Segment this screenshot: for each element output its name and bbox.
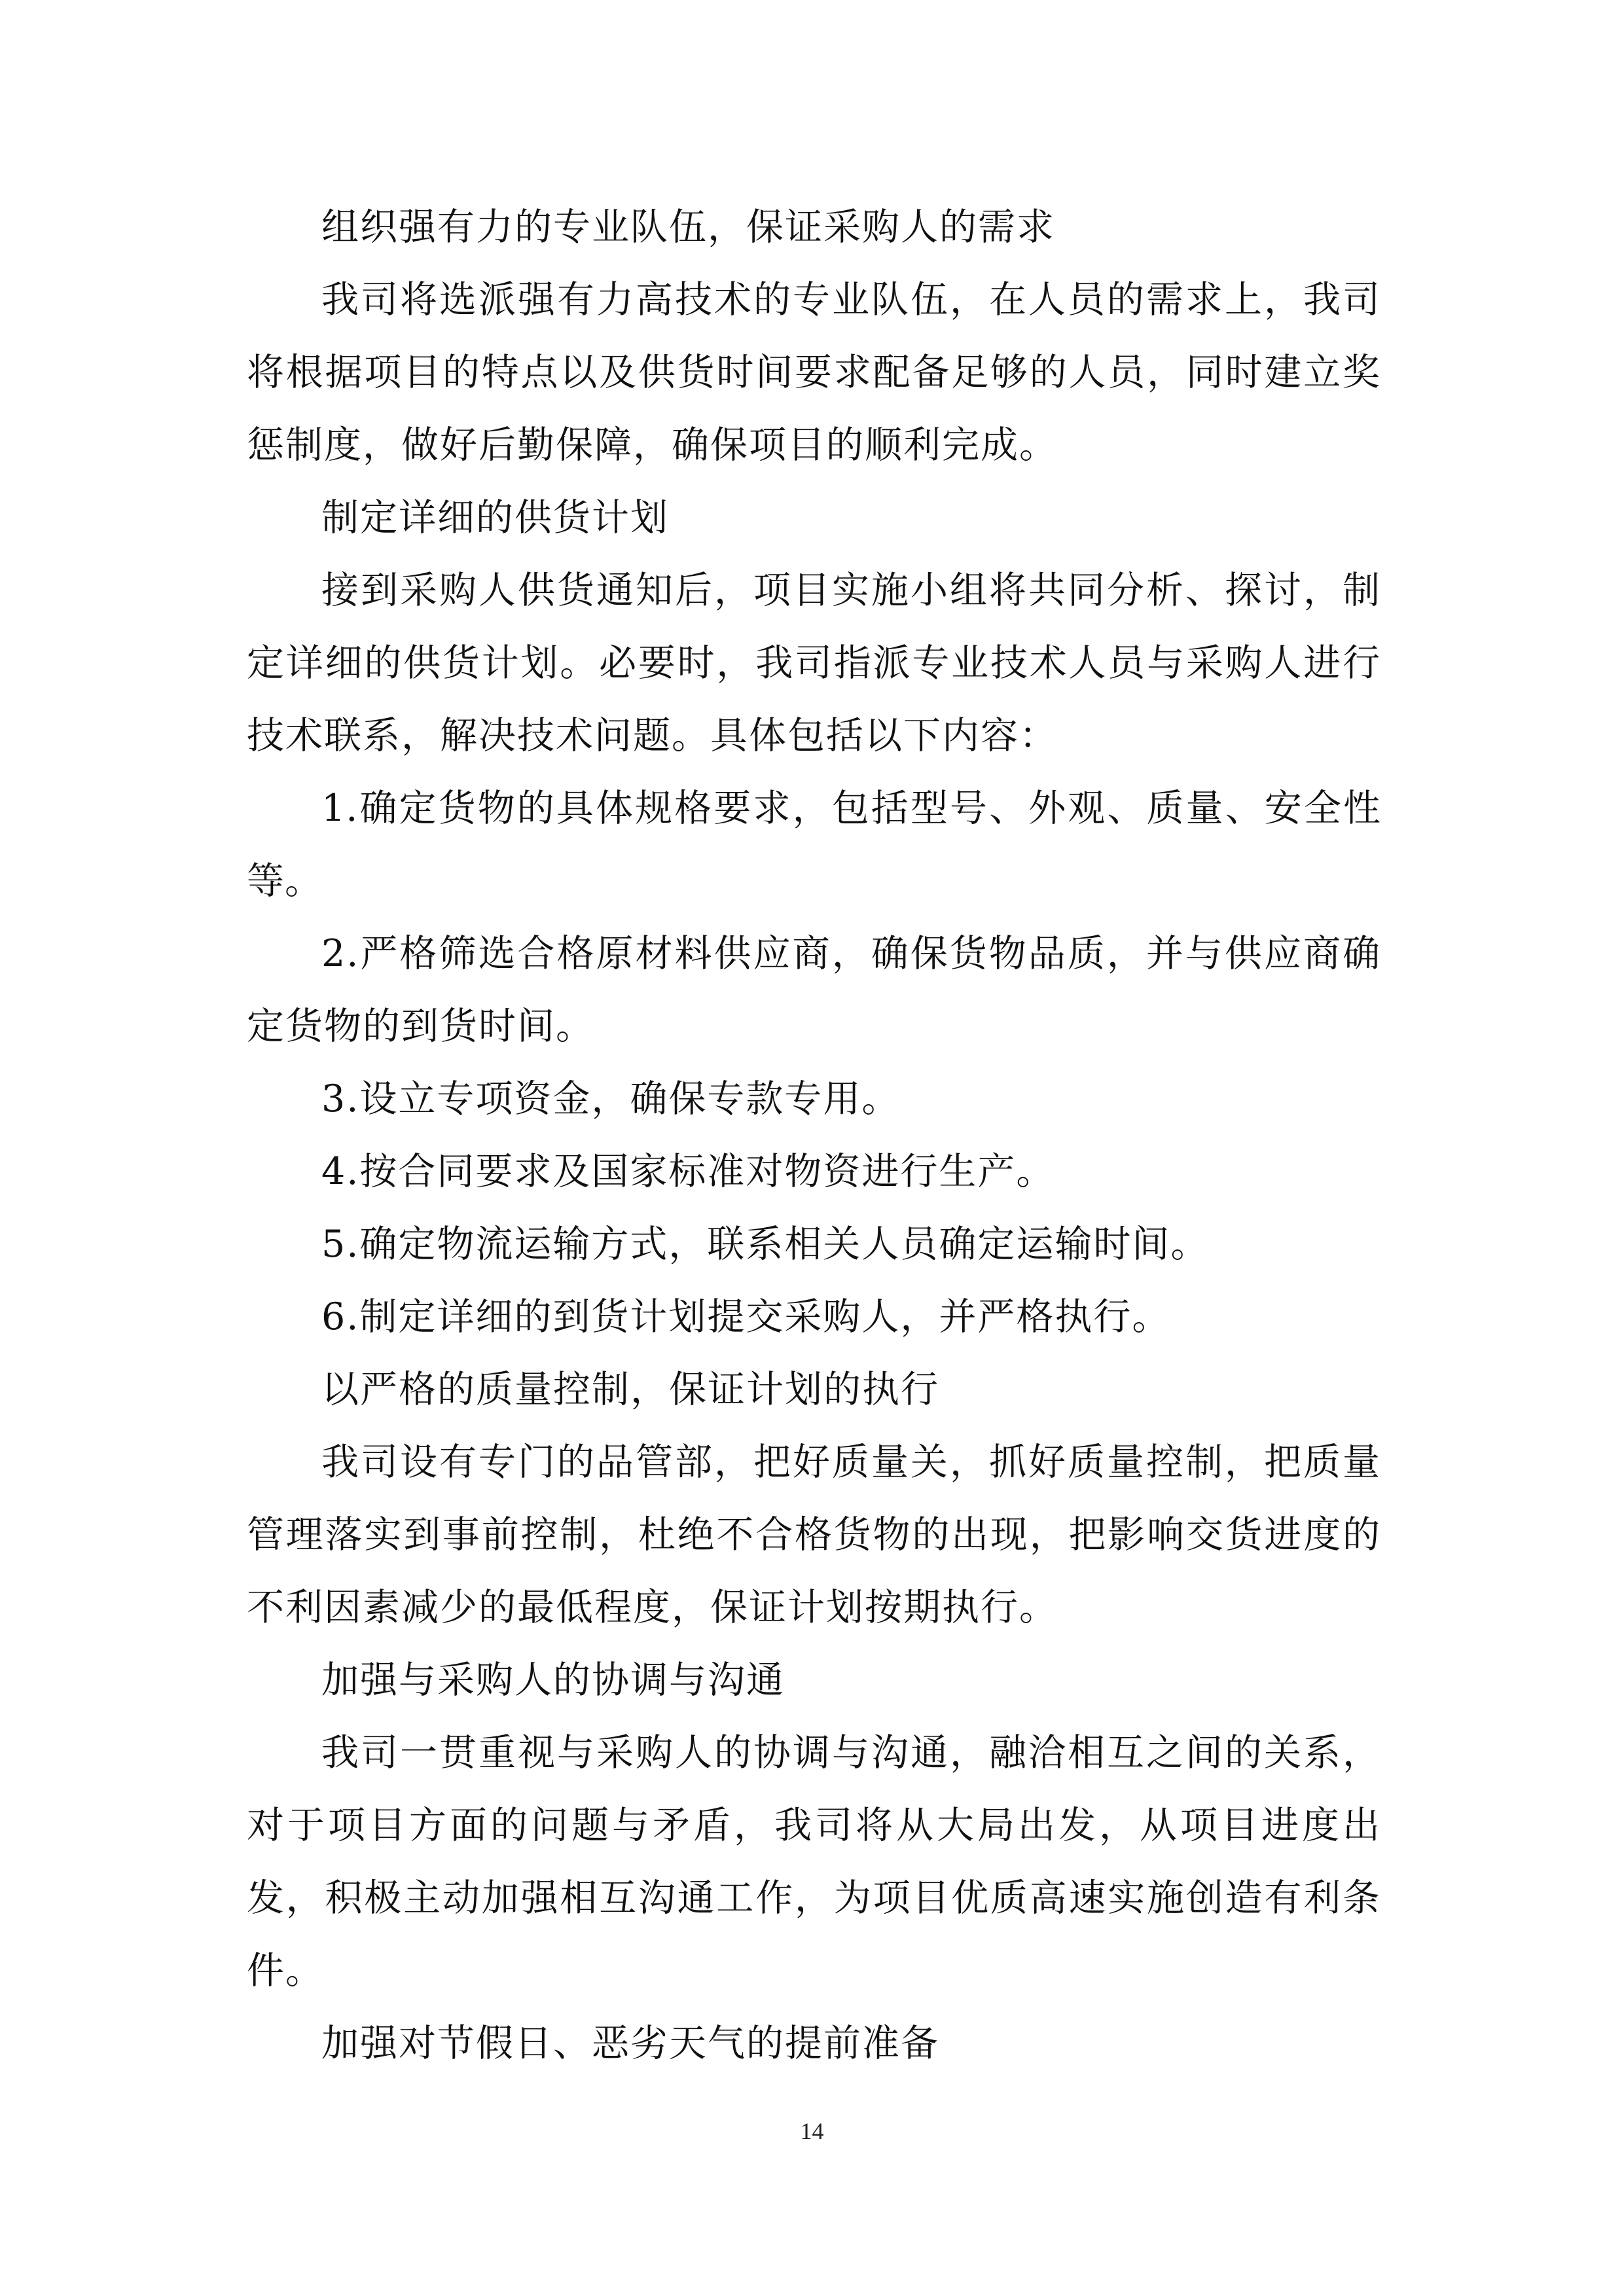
list-item-1: 1.确定货物的具体规格要求，包括型号、外观、质量、安全性等。 bbox=[247, 787, 1381, 903]
page-number: 14 bbox=[800, 2118, 824, 2144]
heading-coordination: 加强与采购人的协调与沟通 bbox=[321, 1659, 785, 1702]
paragraph-supply-plan: 接到采购人供货通知后，项目实施小组将共同分析、探讨，制定详细的供货计划。必要时，我司指派专业技术人员与采购人进行技术联系，解决技术问题。具体包括以下内容： bbox=[247, 569, 1381, 757]
list-item-4: 4.按合同要求及国家标准对物资进行生产。 bbox=[321, 1150, 1055, 1193]
list-item-5: 5.确定物流运输方式，联系相关人员确定运输时间。 bbox=[321, 1223, 1210, 1266]
paragraph-professional-team: 我司将选派强有力高技术的专业队伍，在人员的需求上，我司将根据项目的特点以及供货时间要求配备足够的人员，同时建立奖惩制度，做好后勤保障，确保项目的顺利完成。 bbox=[247, 278, 1381, 467]
list-item-6: 6.制定详细的到货计划提交采购人，并严格执行。 bbox=[321, 1295, 1171, 1338]
heading-quality-control: 以严格的质量控制，保证计划的执行 bbox=[321, 1368, 939, 1411]
heading-professional-team: 组织强有力的专业队伍，保证采购人的需求 bbox=[321, 206, 1055, 249]
paragraph-quality-control: 我司设有专门的品管部，把好质量关，抓好质量控制，把质量管理落实到事前控制，杜绝不合格货物的出现，把影响交货进度的不利因素减少的最低程度，保证计划按期执行。 bbox=[247, 1441, 1381, 1629]
document-body bbox=[247, 191, 1381, 2080]
paragraph-coordination: 我司一贯重视与采购人的协调与沟通，融洽相互之间的关系，对于项目方面的问题与矛盾，我司将从大局出发，从项目进度出发，积极主动加强相互沟通工作，为项目优质高速实施创造有利条件。 bbox=[247, 1731, 1381, 1992]
heading-holiday-weather: 加强对节假日、恶劣天气的提前准备 bbox=[321, 2022, 939, 2065]
list-item-2: 2.严格筛选合格原材料供应商，确保货物品质，并与供应商确定货物的到货时间。 bbox=[247, 932, 1381, 1048]
list-item-3: 3.设立专项资金，确保专款专用。 bbox=[321, 1077, 901, 1121]
heading-supply-plan: 制定详细的供货计划 bbox=[321, 496, 669, 539]
